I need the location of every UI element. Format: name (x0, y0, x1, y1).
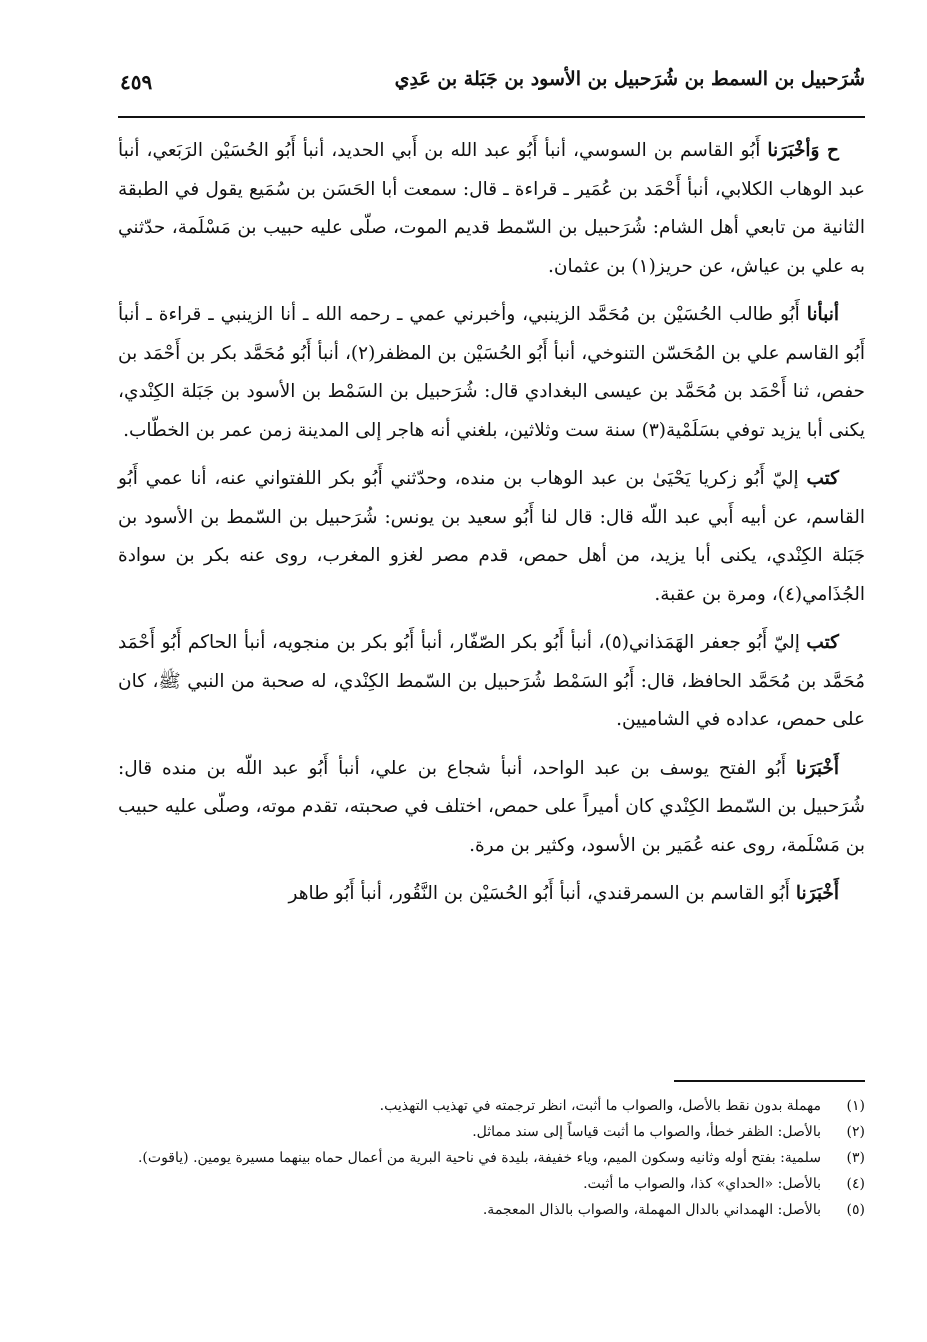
paragraph-lead: أَخْبَرَنا (795, 883, 839, 904)
paragraph (118, 296, 865, 450)
footnote-text: مهملة بدون نقط بالأصل، والصواب ما أثبت، انظر ترجمته في تهذيب التهذيب. (379, 1098, 821, 1114)
running-title: شُرَحبيل بن السمط بن شُرَحبيل بن الأسود بن جَبَلة بن عَدِي (394, 68, 865, 90)
footnote-number: (٤) (846, 1176, 865, 1192)
footnotes (118, 1094, 865, 1224)
page-number: ٤٥٩ (120, 70, 153, 94)
paragraph-lead: أَخْبَرَنا (795, 757, 839, 779)
paragraph-text: إليّ أَبُو جعفر الهَمَذاني(٥)، أنبأ أَبُو بكر الصّفّار، أنبأ أَبُو بكر بن منجويه، أنبأ الحاكم أَبُو أَحْمَد مُحَمَّد بن مُحَمَّد الحافظ، قال: أَبُو السَمْط شُرَحبيل بن السّمط الكِنْدي، له صحبة من النبي ﷺ، كان على حمص، عداده في الشاميين. (118, 632, 865, 730)
header-divider (118, 116, 865, 118)
page-header (118, 68, 865, 112)
footnote-text: بالأصل: «الحداي» كذا، والصواب ما أثبت. (583, 1176, 821, 1192)
paragraph (118, 624, 865, 740)
paragraph-text: أَبُو القاسم بن السمرقندي، أنبأ أَبُو الحُسَيْن بن النَّقُور، أنبأ أَبُو طاهر (288, 883, 796, 904)
paragraph-lead: أنبأنا (806, 304, 839, 325)
footnote (118, 1120, 865, 1145)
footnote-number: (٥) (846, 1202, 865, 1218)
footnote (118, 1146, 865, 1171)
paragraph (118, 750, 865, 866)
paragraph-text: أَبُو طالب الحُسَيْن بن مُحَمَّد الزينبي، وأخبرني عمي ـ رحمه الله ـ أنا الزينبي ـ قراءة ـ أنبأ أَبُو القاسم علي بن المُحَسّن التنوخي، أنبأ أَبُو الحُسَيْن بن المظفر(٢)، أنبأ أَبُو مُحَمَّد بكر بن أَحْمَد بن حفص، ثنا أَحْمَد بن مُحَمَّد بن عيسى البغدادي قال: شُرَحبيل بن السَمْط بن الأسود بن جَبَلة الكِنْدي، يكنى أبا يزيد توفي بسَلَمْية(٣) سنة ست وثلاثين، بلغني أنه هاجر إلى المدينة زمن عمر بن الخطّاب. (118, 304, 865, 441)
paragraph-text: أَبُو الفتح يوسف بن عبد الواحد، أنبأ شجاع بن علي، أنبأ أَبُو عبد اللّه بن منده قال: شُرَحبيل بن السّمط الكِنْدي كان أميراً على حمص، اختلف في صحبته، تقدم موته، وصلّى عليه حبيب بن مَسْلَمة، روى عنه عُمَير بن الأسود، وكثير بن مرة. (118, 757, 865, 856)
paragraph-lead: كتب (806, 468, 839, 489)
main-text (118, 132, 865, 924)
paragraph (118, 875, 865, 914)
paragraph-lead: ح وَأخْبَرَنا (767, 140, 840, 161)
footnote-text: سلمية: بفتح أوله وثانيه وسكون الميم، وياء خفيفة، بليدة في ناحية البرية من أعمال حماه بينهما مسيرة يومين. (ياقوت). (137, 1150, 821, 1166)
footnote-number: (٣) (846, 1150, 865, 1166)
footnote-divider (674, 1080, 865, 1082)
footnote (118, 1198, 865, 1223)
footnote (118, 1094, 865, 1119)
paragraph-lead: كتب (806, 632, 839, 653)
paragraph-text: إليّ أَبُو زكريا يَحْيَىٰ بن عبد الوهاب بن منده، وحدّثني أَبُو بكر اللفتواني عنه، أنا عمي أَبُو القاسم، عن أبيه أَبي عبد اللّه قال: قال لنا أَبُو سعيد بن يونس: شُرَحبيل بن السّمط بن الأسود بن جَبَلة الكِنْدي، يكنى أبا يزيد، من أهل حمص، قدم مصر لغزو المغرب، روى عنه بكر بن سوادة الجُذَامي(٤)، ومرة بن عقبة. (118, 468, 865, 605)
footnote-text: بالأصل: الهمداني بالدال المهملة، والصواب بالذال المعجمة. (482, 1202, 821, 1218)
footnote-number: (١) (846, 1098, 865, 1114)
footnote-number: (٢) (846, 1124, 865, 1140)
paragraph (118, 132, 865, 286)
paragraph-text: أَبُو القاسم بن السوسي، أنبأ أَبُو عبد الله بن أَبي الحديد، أنبأ أَبُو الحُسَيْن الرَبَعي، أنبأ عبد الوهاب الكلابي، أنبأ أَحْمَد بن عُمَير ـ قراءة ـ قال: سمعت أبا الحَسَن بن سُمَيع يقول في الطبقة الثانية من تابعي أهل الشام: شُرَحبيل بن السّمط قديم الموت، صلّى عليه حبيب بن مَسْلَمة، حدّثني به علي بن عياش، عن حريز(١) بن عثمان. (118, 140, 865, 277)
paragraph (118, 460, 865, 614)
footnote-text: بالأصل: الظفر خطأ، والصواب ما أثبت قياساً إلى سند مماثل. (472, 1124, 821, 1140)
footnote (118, 1172, 865, 1197)
